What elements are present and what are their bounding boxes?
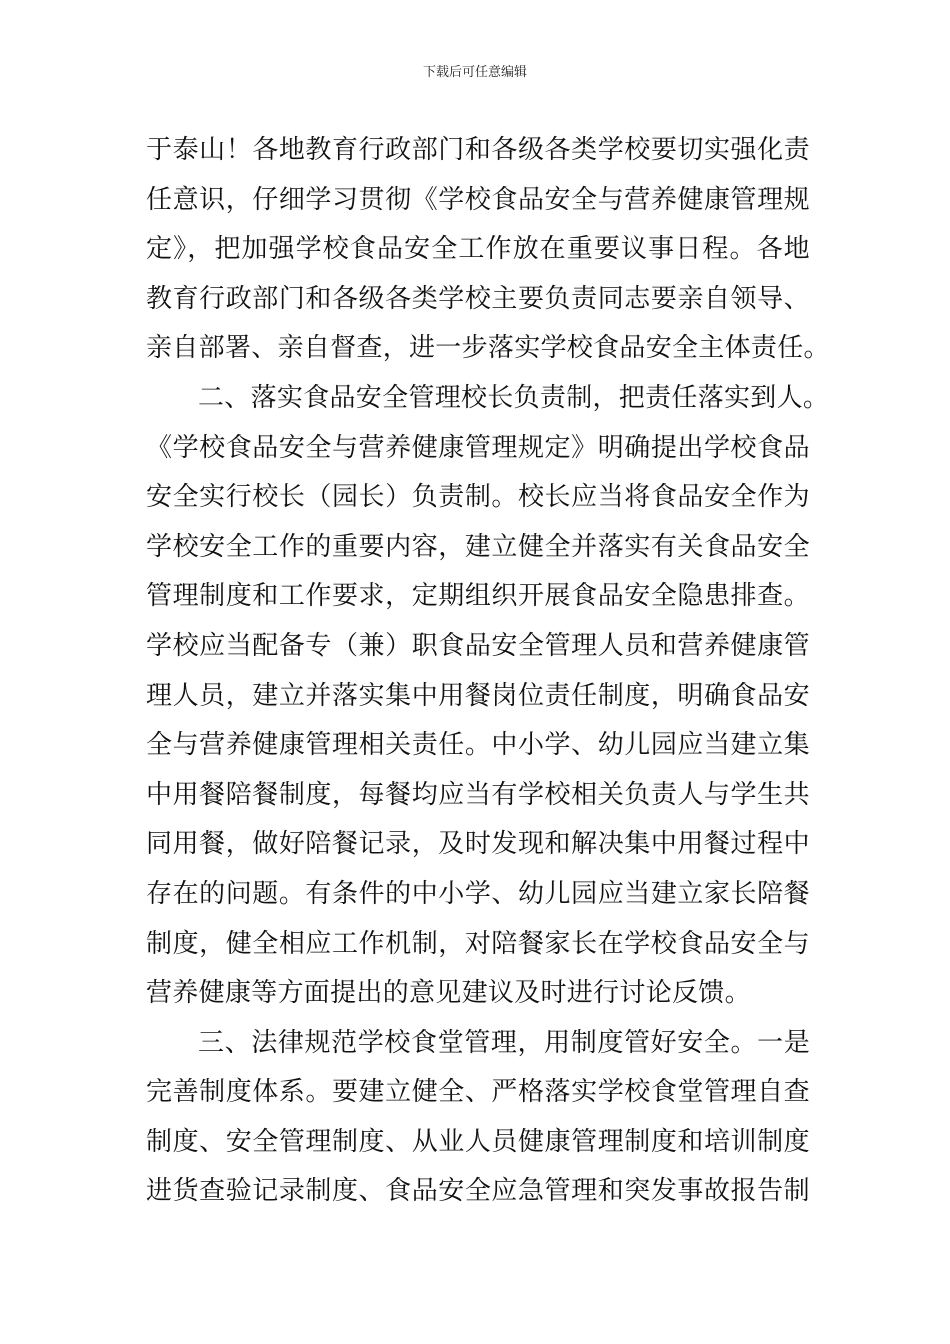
text-line: 中用餐陪餐制度，每餐均应当有学校相关负责人与学生共 [146,779,810,810]
text-line: 管理制度和工作要求，定期组织开展食品安全隐患排查。 [146,581,810,612]
text-line: 完善制度体系。要建立健全、严格落实学校食堂管理自查 [146,1077,810,1108]
page-header: 下载后可任意编辑 [422,65,527,80]
text-line: 存在的问题。有条件的中小学、幼儿园应当建立家长陪餐 [146,878,810,909]
text-line: 任意识，仔细学习贯彻《学校食品安全与营养健康管理规 [146,184,810,215]
text-line: 进货查验记录制度、食品安全应急管理和突发事故报告制 [146,1176,810,1207]
text-line: 教育行政部门和各级各类学校主要负责同志要亲自领导、 [146,283,810,314]
document-body [146,126,830,1217]
text-line: 于泰山！各地教育行政部门和各级各类学校要切实强化责 [146,135,810,165]
text-line: 学校应当配备专（兼）职食品安全管理人员和营养健康管 [146,630,810,661]
text-line: 制度、安全管理制度、从业人员健康管理制度和培训制度 [146,1126,810,1157]
text-line: 营养健康等方面提出的意见建议及时进行讨论反馈。 [146,978,751,1009]
paragraph-heading-line: 三、法律规范学校食堂管理，用制度管好安全。一是 [198,1027,810,1058]
text-line: 《学校食品安全与营养健康管理规定》明确提出学校食品 [146,432,810,463]
text-line: 定》，把加强学校食品安全工作放在重要议事日程。各地 [146,234,810,265]
text-line: 安全实行校长（园长）负责制。校长应当将食品安全作为 [146,482,810,513]
text-line: 学校安全工作的重要内容，建立健全并落实有关食品安全 [146,531,810,562]
text-line: 理人员，建立并落实集中用餐岗位责任制度，明确食品安 [146,680,810,711]
text-line: 全与营养健康管理相关责任。中小学、幼儿园应当建立集 [146,730,810,761]
text-line: 制度，健全相应工作机制，对陪餐家长在学校食品安全与 [146,928,810,959]
text-line: 同用餐，做好陪餐记录，及时发现和解决集中用餐过程中 [146,829,810,860]
text-line: 亲自部署、亲自督查，进一步落实学校食品安全主体责任。 [146,333,830,364]
paragraph-heading-line: 二、落实食品安全管理校长负责制，把责任落实到人。 [198,382,830,413]
